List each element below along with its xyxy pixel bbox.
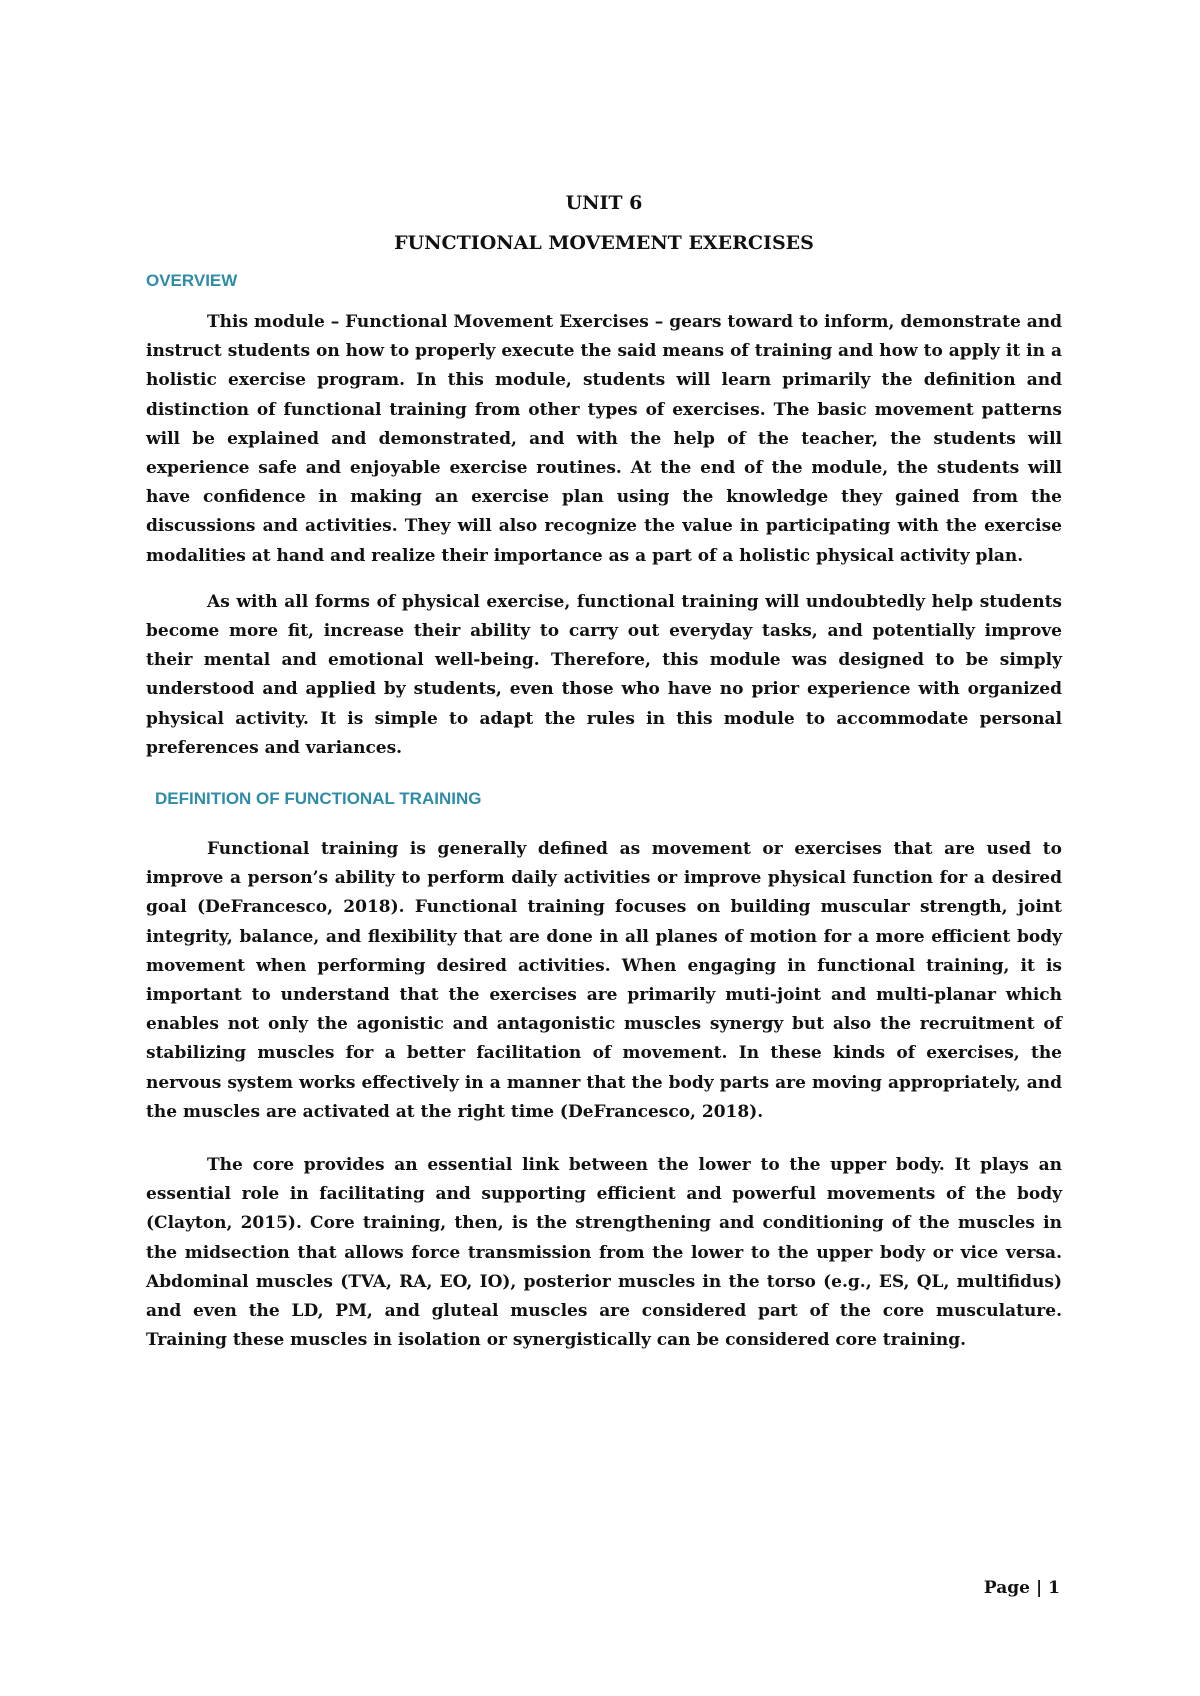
definition-heading: DEFINITION OF FUNCTIONAL TRAINING bbox=[155, 789, 482, 809]
overview-paragraph-1: This module – Functional Movement Exercises – gears toward to inform, demonstrate and instruct students on how to properly execute the said means of training and how to apply it in a holistic exercise program. In this module, students will learn primarily the definition and distinction of functional training from other types of exercises. The basic movement patterns will be explained and demonstrated, and with the help of the teacher, the students will experience safe and enjoyable exercise routines. At the end of the module, the students will have confidence in making an exercise plan using the knowledge they gained from the discussions and activities. They will also recognize the value in participating with the exercise modalities at hand and realize their importance as a part of a holistic physical activity plan. bbox=[146, 312, 1062, 566]
overview-paragraph-2: As with all forms of physical exercise, functional training will undoubtedly help students become more fit, increase their ability to carry out everyday tasks, and potentially improve their mental and emotional well-being. Therefore, this module was designed to be simply understood and applied by students, even those who have no prior experience with organized physical activity. It is simple to adapt the rules in this module to accommodate personal preferences and variances. bbox=[146, 591, 1062, 758]
page-footer bbox=[984, 1578, 1060, 1598]
definition-paragraph-1: Functional training is generally defined as movement or exercises that are used to improve a person’s ability to perform daily activities or improve physical function for a desired goal (DeFrancesco, 2018). Functional training focuses on building muscular strength, joint integrity, balance, and flexibility that are done in all planes of motion for a more efficient body movement when performing desired activities. When engaging in functional training, it is important to understand that the exercises are primarily muti-joint and multi-planar which enables not only the agonistic and antagonistic muscles synergy but also the recruitment of stabilizing muscles for a better facilitation of movement. In these kinds of exercises, the nervous system works effectively in a manner that the body parts are moving appropriately, and the muscles are activated at the right time (DeFrancesco, 2018). bbox=[146, 839, 1062, 1122]
overview-heading: OVERVIEW bbox=[146, 271, 238, 290]
page-content bbox=[146, 190, 1062, 1356]
unit-number: UNIT 6 bbox=[565, 192, 643, 214]
page-separator: | bbox=[1035, 1578, 1043, 1598]
definition-paragraph-2: The core provides an essential link between the lower to the upper body. It plays an essential role in facilitating and supporting efficient and powerful movements of the body (Clayton, 2015). Core training, then, is the strengthening and conditioning of the muscles in the midsection that allows force transmission from the lower to the upper body or vice versa. Abdominal muscles (TVA, RA, EO, IO), posterior muscles in the torso (e.g., ES, QL, multifidus) and even the LD, PM, and gluteal muscles are considered part of the core musculature. Training these muscles in isolation or synergistically can be considered core training. bbox=[146, 1155, 1062, 1351]
page-label: Page bbox=[983, 1578, 1030, 1598]
page-number: 1 bbox=[1048, 1578, 1060, 1598]
unit-title: FUNCTIONAL MOVEMENT EXERCISES bbox=[394, 232, 814, 254]
